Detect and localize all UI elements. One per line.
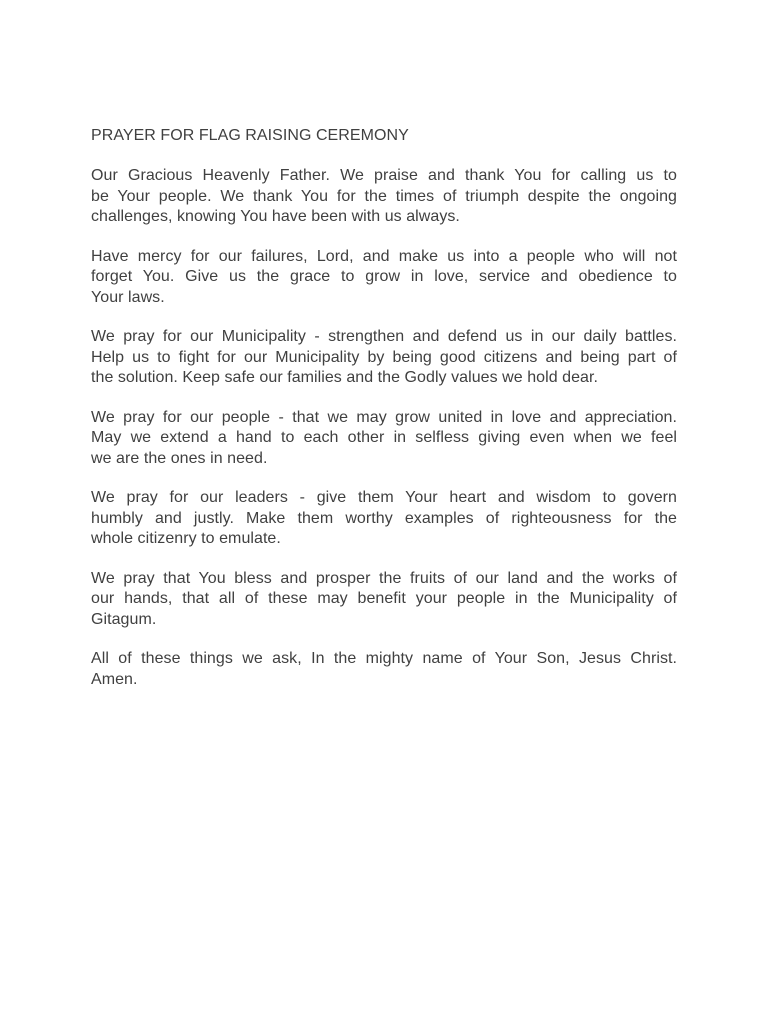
paragraph-line: humbly and justly. Make them worthy examples of righteousness for the [91,509,677,527]
paragraph-line: our hands, that all of these may benefit your people in the Municipality of [91,590,677,607]
paragraph-line: Your laws. [91,288,165,306]
paragraph-line: whole citizenry to emulate. [91,530,281,547]
paragraph-line: Gitagum. [91,610,157,628]
paragraph-line: Help us to fight for our Municipality by being good citizens and being part of [91,348,677,366]
paragraph-mercy [91,247,677,309]
paragraph-line: we are the ones in need. [91,449,268,467]
document-title: PRAYER FOR FLAG RAISING CEREMONY [91,127,409,144]
paragraph-line: Have mercy for our failures, Lord, and make us into a people who will not [91,247,677,265]
paragraph-line: May we extend a hand to each other in selfless giving even when we feel [91,429,677,446]
paragraph-line: forget You. Give us the grace to grow in love, service and obedience to [91,268,677,285]
paragraph-municipality [91,327,677,389]
paragraph-line: Our Gracious Heavenly Father. We praise and thank You for calling us to [91,167,677,184]
paragraph-leaders [91,488,677,550]
paragraph-line: be Your people. We thank You for the times of triumph despite the ongoing [91,187,677,205]
paragraph-line: We pray for our Municipality - strengthen and defend us in our daily battles. [91,328,677,345]
paragraph-line: We pray that You bless and prosper the fruits of our land and the works of [91,569,677,587]
paragraph-blessing [91,569,677,631]
paragraph-line: the solution. Keep safe our families and the Godly values we hold dear. [91,369,598,386]
paragraph-line: challenges, knowing You have been with us always. [91,208,460,225]
paragraph-line: Amen. [91,670,138,688]
paragraph-closing [91,649,677,690]
paragraph-line: All of these things we ask, In the mighty name of Your Son, Jesus Christ. [91,650,677,667]
paragraph-line: We pray for our leaders - give them Your heart and wisdom to govern [91,489,677,506]
paragraph-line: We pray for our people - that we may grow united in love and appreciation. [91,408,677,426]
paragraph-people [91,408,677,470]
paragraph-invocation [91,166,677,228]
